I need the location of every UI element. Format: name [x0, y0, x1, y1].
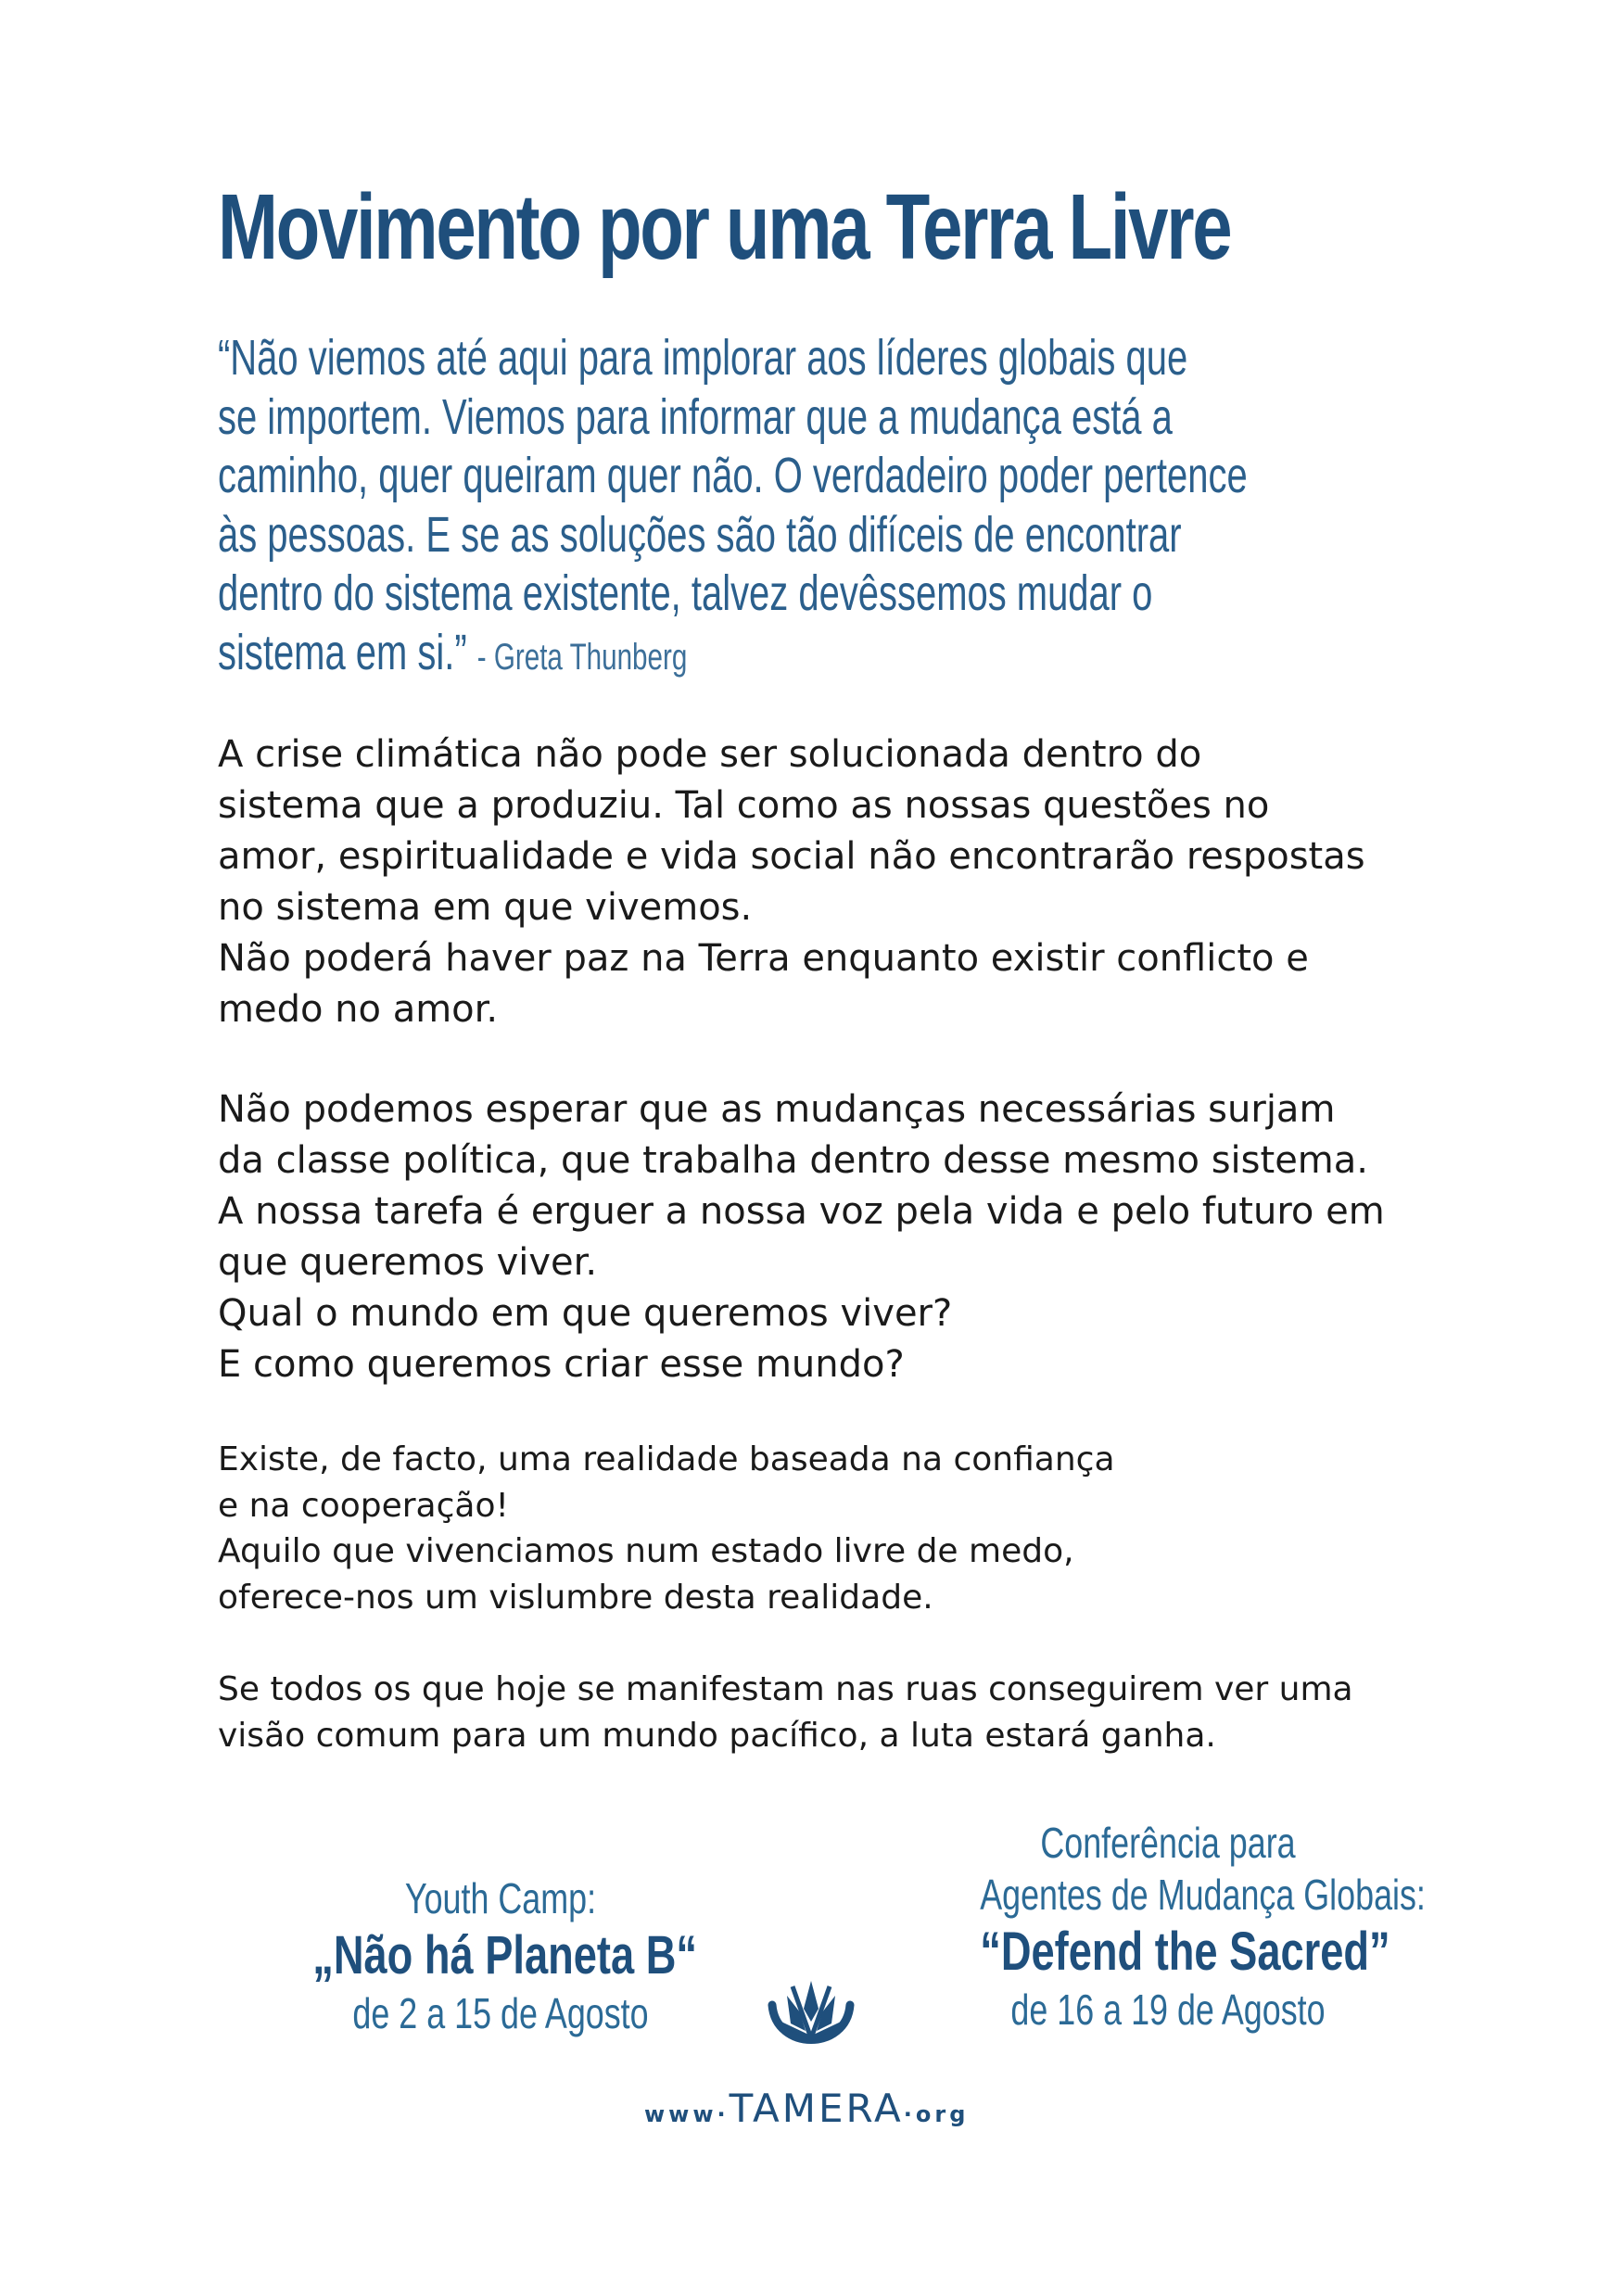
- paragraph-common-vision: [218, 1667, 1516, 1758]
- paragraph-line: A nossa tarefa é erguer a nossa voz pela vida e pelo futuro em: [218, 1190, 1385, 1233]
- paragraph-climate-crisis: [218, 729, 1516, 1035]
- quote-author: - Greta Thunberg: [476, 636, 688, 678]
- paragraph-line: Não podemos esperar que as mudanças necessárias surjam: [218, 1088, 1336, 1131]
- event-label: Conferência para: [1040, 1819, 1296, 1867]
- event-label: Youth Camp:: [404, 1874, 597, 1922]
- quote-line: às pessoas. E se as soluções são tão difíceis de encontrar: [218, 506, 1182, 563]
- event-youth-camp: [312, 1872, 698, 2039]
- website-suffix: ·org: [903, 2101, 970, 2127]
- website-link[interactable]: [644, 2086, 978, 2131]
- tamera-logo-icon: [755, 1970, 867, 2081]
- paragraph-line: da classe política, que trabalha dentro desse mesmo sistema.: [218, 1139, 1368, 1182]
- paragraph-line: Se todos os que hoje se manifestam nas ruas conseguirem ver uma: [218, 1670, 1353, 1708]
- event-name: „Não há Planeta B“: [312, 1925, 698, 1985]
- paragraph-line: sistema que a produziu. Tal como as nossas questões no: [218, 784, 1270, 827]
- paragraph-line: Existe, de facto, uma realidade baseada na confiança: [218, 1440, 1115, 1478]
- quote-last-line: [218, 624, 1412, 688]
- paragraph-line: oferece-nos um vislumbre desta realidade.: [218, 1578, 933, 1617]
- quote-line: dentro do sistema existente, talvez devêssemos mudar o: [218, 565, 1153, 621]
- paragraph-line: amor, espiritualidade e vida social não encontrarão respostas: [218, 835, 1365, 878]
- quote-line: caminho, quer queiram quer não. O verdadeiro poder pertence: [218, 448, 1248, 503]
- paragraph-line: A crise climática não pode ser solucionada dentro do: [218, 733, 1202, 776]
- paragraph-political-class: [218, 1085, 1516, 1390]
- paragraph-line: medo no amor.: [218, 988, 499, 1031]
- quote-line: se importem. Viemos para informar que a mudança está a: [218, 388, 1173, 445]
- paragraph-line: E como queremos criar esse mundo?: [218, 1343, 905, 1386]
- quote-line: sistema em si.”: [218, 624, 467, 680]
- paragraph-trust-reality: [218, 1437, 1516, 1620]
- quote-line: “Não viemos até aqui para implorar aos líderes globais que: [218, 330, 1188, 386]
- event-label: Agentes de Mudança Globais:: [980, 1871, 1426, 1919]
- event-conference: [980, 1817, 1426, 2036]
- paragraph-line: que queremos viver.: [218, 1241, 598, 1284]
- paragraph-line: no sistema em que vivemos.: [218, 886, 753, 929]
- event-dates: de 16 a 19 de Agosto: [1010, 1985, 1326, 2034]
- paragraph-line: Não poderá haver paz na Terra enquanto existir conflicto e: [218, 937, 1309, 980]
- website-prefix: www·: [644, 2101, 730, 2127]
- paragraph-line: Aquilo que vivenciamos num estado livre de medo,: [218, 1532, 1074, 1570]
- paragraph-line: Qual o mundo em que queremos viver?: [218, 1292, 953, 1335]
- website-name: TAMERA: [729, 2086, 904, 2131]
- event-name: “Defend the Sacred”: [980, 1922, 1390, 1982]
- greta-quote: [218, 329, 1412, 687]
- page-title: Movimento por uma Terra Livre: [218, 175, 1231, 279]
- paragraph-line: visão comum para um mundo pacífico, a luta estará ganha.: [218, 1716, 1216, 1755]
- event-dates: de 2 a 15 de Agosto: [352, 1989, 649, 2037]
- paragraph-line: e na cooperação!: [218, 1486, 509, 1525]
